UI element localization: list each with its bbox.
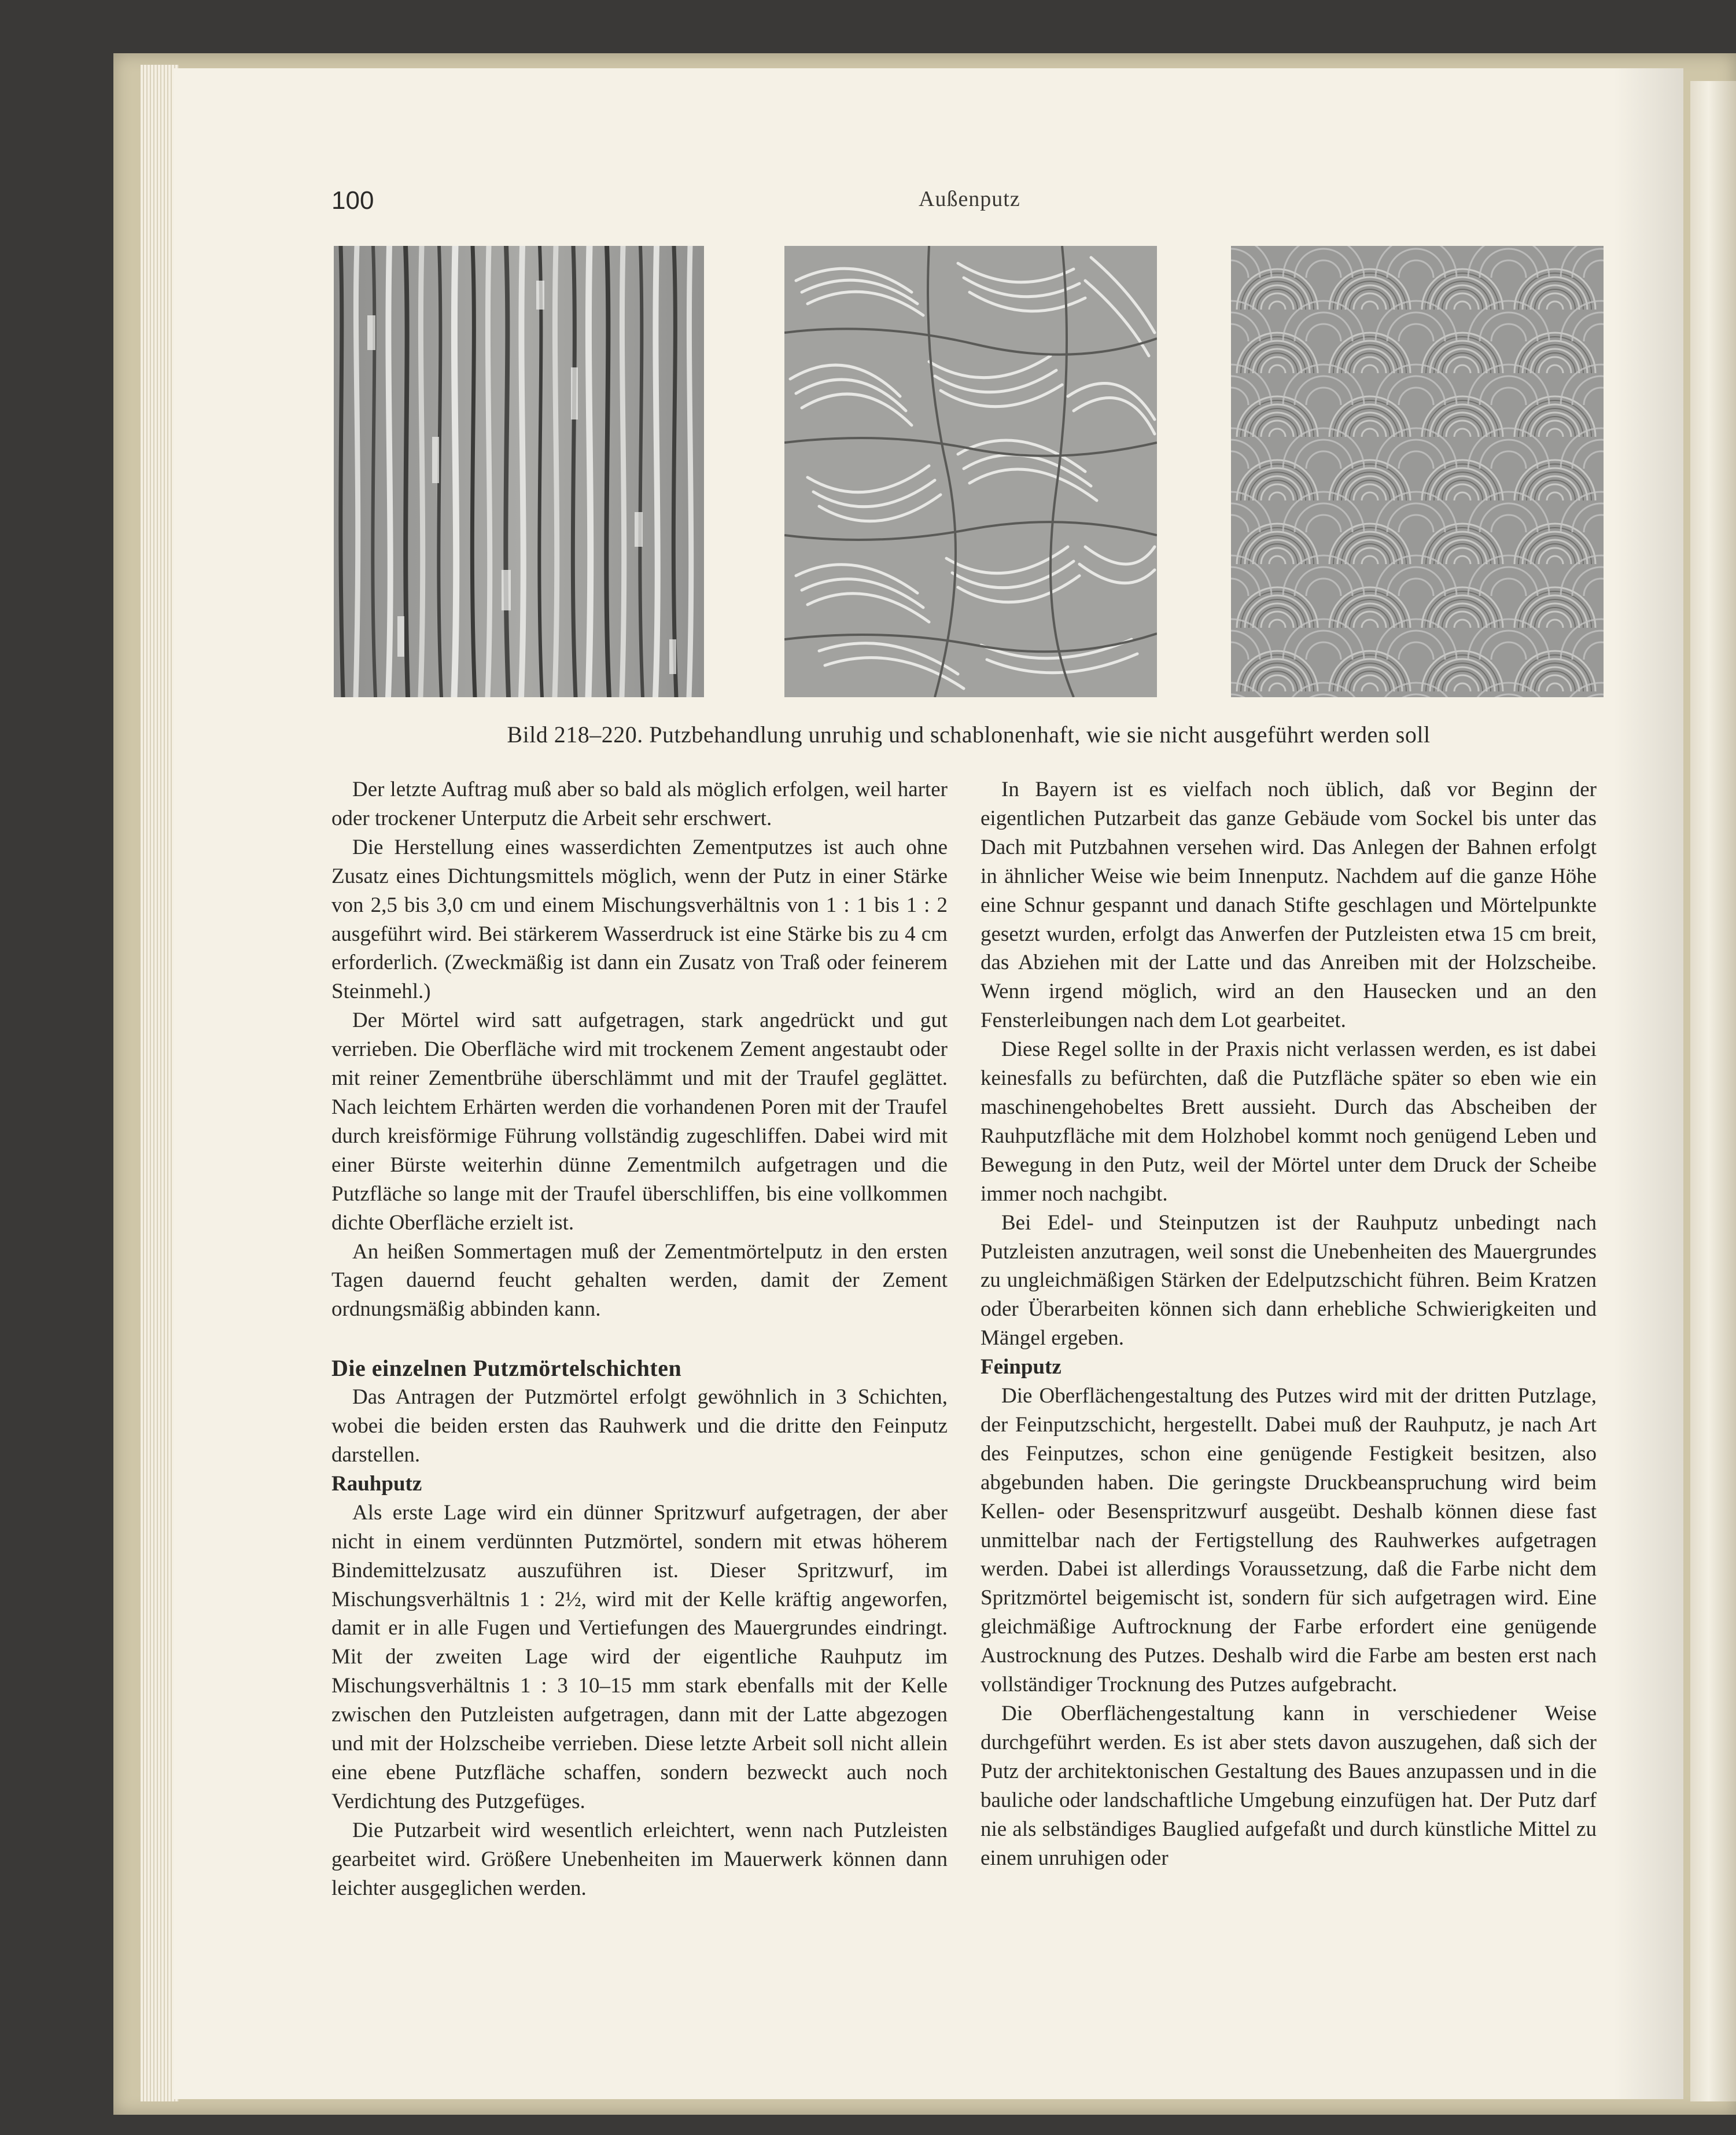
figure-219-trowel-swirl-plaster bbox=[784, 246, 1157, 697]
running-head bbox=[331, 186, 1604, 221]
paragraph: Der Mörtel wird satt aufgetragen, stark angedrückt und gut verrieben. Die Oberfläche wird mit trockenem Zement angestaubt oder mit reiner Zementbrühe überschlämmt und mit der Traufel geglättet. Nach leichtem Erhärten werden die vorhandenen Poren mit der Traufel durch kreisförmige Führung vollständig zugeschliffen. Dabei wird mit einer Bürste weiterhin dünne Zementmilch aufgetragen und die Putzfläche so lange mit der Traufel überschliffen, bis eine vollkommen dichte Oberfläche erzielt ist. bbox=[331, 1008, 948, 1235]
paragraph: Die Herstellung eines wasserdichten Zementputzes ist auch ohne Zusatz eines Dichtungsmittels möglich, wenn der Putz in einer Stärke von 2,5 bis 3,0 cm und einem Mischungsverhältnis von 1 : 1 bis 1 : 2 ausgeführt wird. Bei stärkerem Wasserdruck ist eine Stärke bis zu 4 cm erforderlich. (Zweckmäßig ist dann ein Zusatz von Traß oder feinerem Steinmehl.) bbox=[331, 835, 948, 1004]
paragraph: Bei Edel- und Steinputzen ist der Rauhputz unbedingt nach Putzleisten anzutragen, weil sonst die Unebenheiten des Mauergrundes zu ungleichmäßigen Stärken der Edelputzschicht führen. Beim Kratzen oder Überarbeiten können sich dann erhebliche Schwierigkeiten und Mängel ergeben. bbox=[981, 1210, 1597, 1350]
paragraph: Diese Regel sollte in der Praxis nicht verlassen werden, es ist dabei keinesfalls zu befürchten, daß die Putzfläche später so eben wie ein maschinengehobeltes Brett aussieht. Durch das Abscheiben der Rauhputzfläche mit dem Holzhobel kommt noch genügend Leben und Bewegung in den Putz, weil der Mörtel unter dem Druck der Scheibe immer noch nachgibt. bbox=[981, 1037, 1597, 1206]
facing-page-edge bbox=[1690, 81, 1736, 2101]
figure-220-fan-arc-plaster bbox=[1231, 246, 1604, 697]
subsection-heading-feinputz: Feinputz bbox=[981, 1355, 1061, 1379]
page-number: 100 bbox=[331, 186, 374, 215]
figure-218-vertical-streak-plaster bbox=[334, 246, 704, 697]
paragraph: Als erste Lage wird ein dünner Spritzwurf aufgetragen, der aber nicht in einem verdünnten Putzmörtel, sondern mit etwas höherem Bindemittelzusatz auszuführen ist. Dieser Spritzwurf, im Mischungsverhältnis 1 : 2½, wird mit der Kelle kräftig angeworfen, damit er in alle Fugen und Vertiefungen des Mauergrundes eindringt. Mit der zweiten Lage wird der eigentliche Rauhputz im Mischungsverhältnis 1 : 3 10–15 mm stark ebenfalls mit der Kelle zwischen den Putzleisten aufgetragen, dann mit der Latte abgezogen und mit der Holzscheibe verrieben. Diese letzte Arbeit soll nicht allein eine ebene Putzfläche schaffen, sondern bezweckt auch noch Verdichtung des Putzgefüges. bbox=[331, 1500, 948, 1813]
paragraph: Der letzte Auftrag muß aber so bald als möglich erfolgen, weil harter oder trockener Unterputz die Arbeit sehr erschwert. bbox=[331, 778, 948, 830]
section-heading: Die einzelnen Putzmörtelschichten bbox=[331, 1355, 682, 1382]
fan-arc-texture bbox=[1231, 246, 1604, 697]
paragraph: An heißen Sommertagen muß der Zementmörtelputz in den ersten Tagen dauernd feucht gehalten werden, damit der Zement ordnungsmäßig abbinden kann. bbox=[331, 1239, 948, 1322]
paragraph: Die Putzarbeit wird wesentlich erleichtert, wenn nach Putzleisten gearbeitet wird. Größere Unebenheiten im Mauerwerk können dann leichter ausgeglichen werden. bbox=[331, 1818, 948, 1900]
vertical-streak-texture bbox=[334, 246, 704, 697]
paragraph: In Bayern ist es vielfach noch üblich, daß vor Beginn der eigentlichen Putzarbeit das ganze Gebäude vom Sockel bis unter das Dach mit Putzbahnen versehen wird. Das Anlegen der Bahnen erfolgt in ähnlicher Weise wie beim Innenputz. Nachdem auf die ganze Höhe eine Schnur gespannt und danach Stifte geschlagen und Mörtelpunkte gesetzt wurden, erfolgt das Anwerfen der Putzleisten etwa 15 cm breit, das Abziehen mit der Latte und das Anreiben mit der Holzscheibe. Wenn irgend möglich, wird an den Hausecken und an den Fensterleibungen nach dem Lot gearbeitet. bbox=[981, 778, 1597, 1033]
paragraph: Die Oberflächengestaltung kann in verschiedener Weise durchgeführt werden. Es ist aber stets davon auszugehen, daß sich der Putz der architektonischen Gestaltung des Baues anzupassen und in die bauliche oder landschaftliche Umgebung einzufügen hat. Der Putz darf nie als selbständiges Bauglied aufgefaßt und durch künstliche Mittel zu einem unruhigen oder bbox=[981, 1702, 1597, 1870]
paragraph: Das Antragen der Putzmörtel erfolgt gewöhnlich in 3 Schichten, wobei die beiden ersten das Rauhwerk und die dritte den Feinputz darstellen. bbox=[331, 1385, 948, 1467]
running-title: Außenputz bbox=[919, 187, 1020, 211]
figure-caption: Bild 218–220. Putzbehandlung unruhig und schablonenhaft, wie sie nicht ausgeführt werden soll bbox=[507, 722, 1431, 748]
paragraph: Die Oberflächengestaltung des Putzes wird mit der dritten Putzlage, der Feinputzschicht, hergestellt. Dabei muß der Rauhputz, je nach Art des Feinputzes, schon eine genügende Festigkeit besitzen, also abgebunden haben. Die geringste Druckbeanspruchung wird beim Kellen- oder Besenspritzwurf ausgeübt. Deshalb können diese fast unmittelbar nach der Fertigstellung des Rauhwerkes aufgetragen werden. Dabei ist allerdings Voraussetzung, daß die Farbe nicht dem Spritzmörtel beigemischt ist, sondern für sich aufgetragen wird. Eine gleichmäßige Auftrocknung der Farbe erfordert eine genügende Austrocknung des Putzes. Deshalb wird die Farbe am besten erst nach vollständiger Trocknung des Putzes aufgebracht. bbox=[981, 1384, 1597, 1697]
trowel-swirl-texture bbox=[784, 246, 1157, 697]
text-column-left bbox=[331, 775, 948, 1903]
text-column-right bbox=[981, 775, 1597, 1872]
binding-shadow bbox=[1614, 68, 1683, 2099]
subsection-heading-rauhputz: Rauhputz bbox=[331, 1471, 422, 1496]
